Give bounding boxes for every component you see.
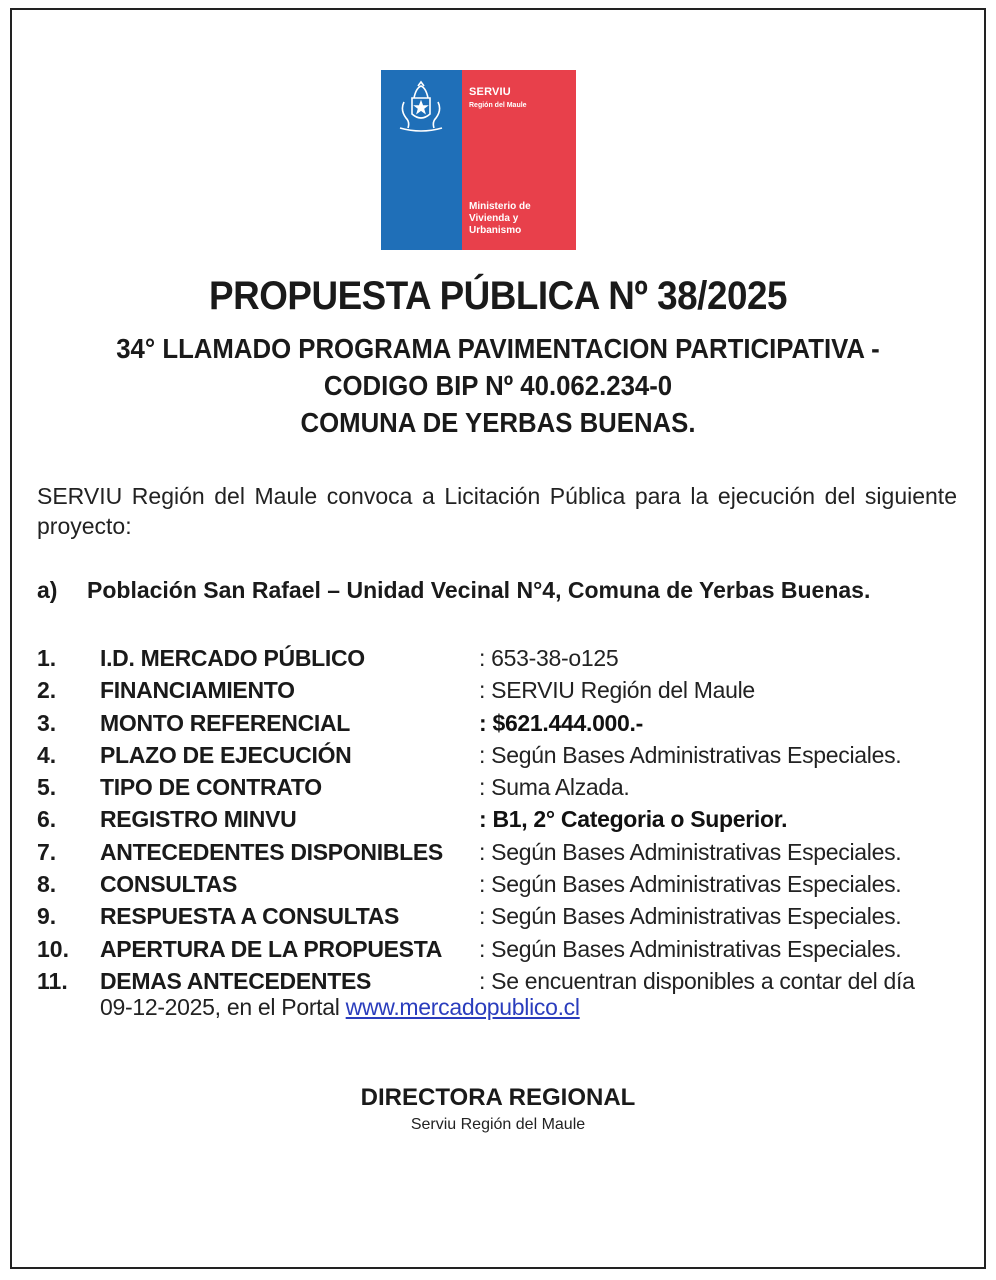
logo-region: Región del Maule [469, 102, 527, 109]
project-letter: a) [37, 577, 58, 603]
list-item [37, 933, 967, 965]
item-label: CONSULTAS [100, 871, 237, 898]
item-value: : B1, 2° Categoria o Superior. [479, 806, 788, 833]
list-item [37, 642, 967, 674]
item-value: : Se encuentran disponibles a contar del día [479, 967, 915, 994]
project-name: Población San Rafael – Unidad Vecinal N°4, Comuna de Yerbas Buenas. [87, 577, 871, 603]
item-value: : Según Bases Administrativas Especiales. [479, 935, 902, 962]
item-label: FINANCIAMIENTO [100, 677, 295, 704]
logo-brand: SERVIU [469, 86, 511, 98]
subtitle-line-2: CODIGO BIP Nº 40.062.234-0 [323, 370, 673, 401]
item-number: 7. [37, 838, 57, 865]
item-number: 5. [37, 774, 57, 801]
item-number: 8. [37, 871, 57, 898]
logo-blue-panel [381, 70, 462, 250]
item-label: PLAZO DE EJECUCIÓN [100, 741, 352, 768]
item-11-continuation [100, 994, 580, 1021]
item-number: 4. [37, 741, 57, 768]
mercadopublico-link[interactable]: www.mercadopublico.cl [345, 994, 580, 1020]
list-item [37, 965, 967, 997]
list-item [37, 803, 967, 835]
item-label: RESPUESTA A CONSULTAS [100, 903, 400, 930]
item-value: : 653-38-o125 [479, 645, 619, 671]
subtitle-line-3: COMUNA DE YERBAS BUENAS. [300, 407, 696, 438]
serviu-logo [381, 70, 576, 250]
list-item [37, 771, 967, 803]
logo-ministry: Ministerio de Vivienda y Urbanismo [469, 201, 531, 236]
item-value: : $621.444.000.- [479, 709, 643, 736]
item-label: I.D. MERCADO PÚBLICO [100, 645, 365, 671]
details-list [37, 642, 967, 997]
subtitle-line-1: 34° LLAMADO PROGRAMA PAVIMENTACION PARTICIPATIVA - [116, 333, 880, 364]
item-number: 3. [37, 709, 57, 736]
intro-paragraph: SERVIU Región del Maule convoca a Licitación Pública para la ejecución del siguiente proyecto: [37, 483, 957, 539]
coat-of-arms-icon [390, 80, 452, 138]
list-item [37, 739, 967, 771]
item-number: 9. [37, 903, 57, 930]
item-value: : Según Bases Administrativas Especiales. [479, 903, 902, 930]
list-item [37, 674, 967, 706]
item-label: TIPO DE CONTRATO [100, 774, 322, 801]
document-title: PROPUESTA PÚBLICA Nº 38/2025 [209, 274, 787, 318]
list-item [37, 900, 967, 932]
item-value: : Según Bases Administrativas Especiales. [479, 871, 902, 898]
item-number: 10. [37, 935, 69, 962]
logo-red-panel [462, 70, 576, 250]
item-label: MONTO REFERENCIAL [100, 709, 351, 736]
item-number: 6. [37, 806, 57, 833]
item-value: : Según Bases Administrativas Especiales. [479, 838, 902, 865]
list-item [37, 868, 967, 900]
item-label: DEMAS ANTECEDENTES [100, 967, 372, 994]
continuation-text: 09-12-2025, en el Portal [100, 994, 346, 1020]
item-label: APERTURA DE LA PROPUESTA [100, 935, 443, 962]
item-value: : Suma Alzada. [479, 774, 630, 801]
item-label: ANTECEDENTES DISPONIBLES [100, 838, 443, 865]
item-value: : Según Bases Administrativas Especiales. [479, 741, 902, 768]
list-item [37, 836, 967, 868]
item-value: : SERVIU Región del Maule [479, 677, 755, 704]
item-number: 1. [37, 645, 57, 671]
item-number: 2. [37, 677, 57, 704]
document-subtitle [40, 330, 956, 441]
project-heading [37, 577, 870, 604]
item-label: REGISTRO MINVU [100, 806, 297, 833]
signature-subtitle: Serviu Región del Maule [410, 1116, 586, 1133]
list-item [37, 707, 967, 739]
signature-title: DIRECTORA REGIONAL [360, 1084, 636, 1111]
item-number: 11. [37, 967, 68, 994]
